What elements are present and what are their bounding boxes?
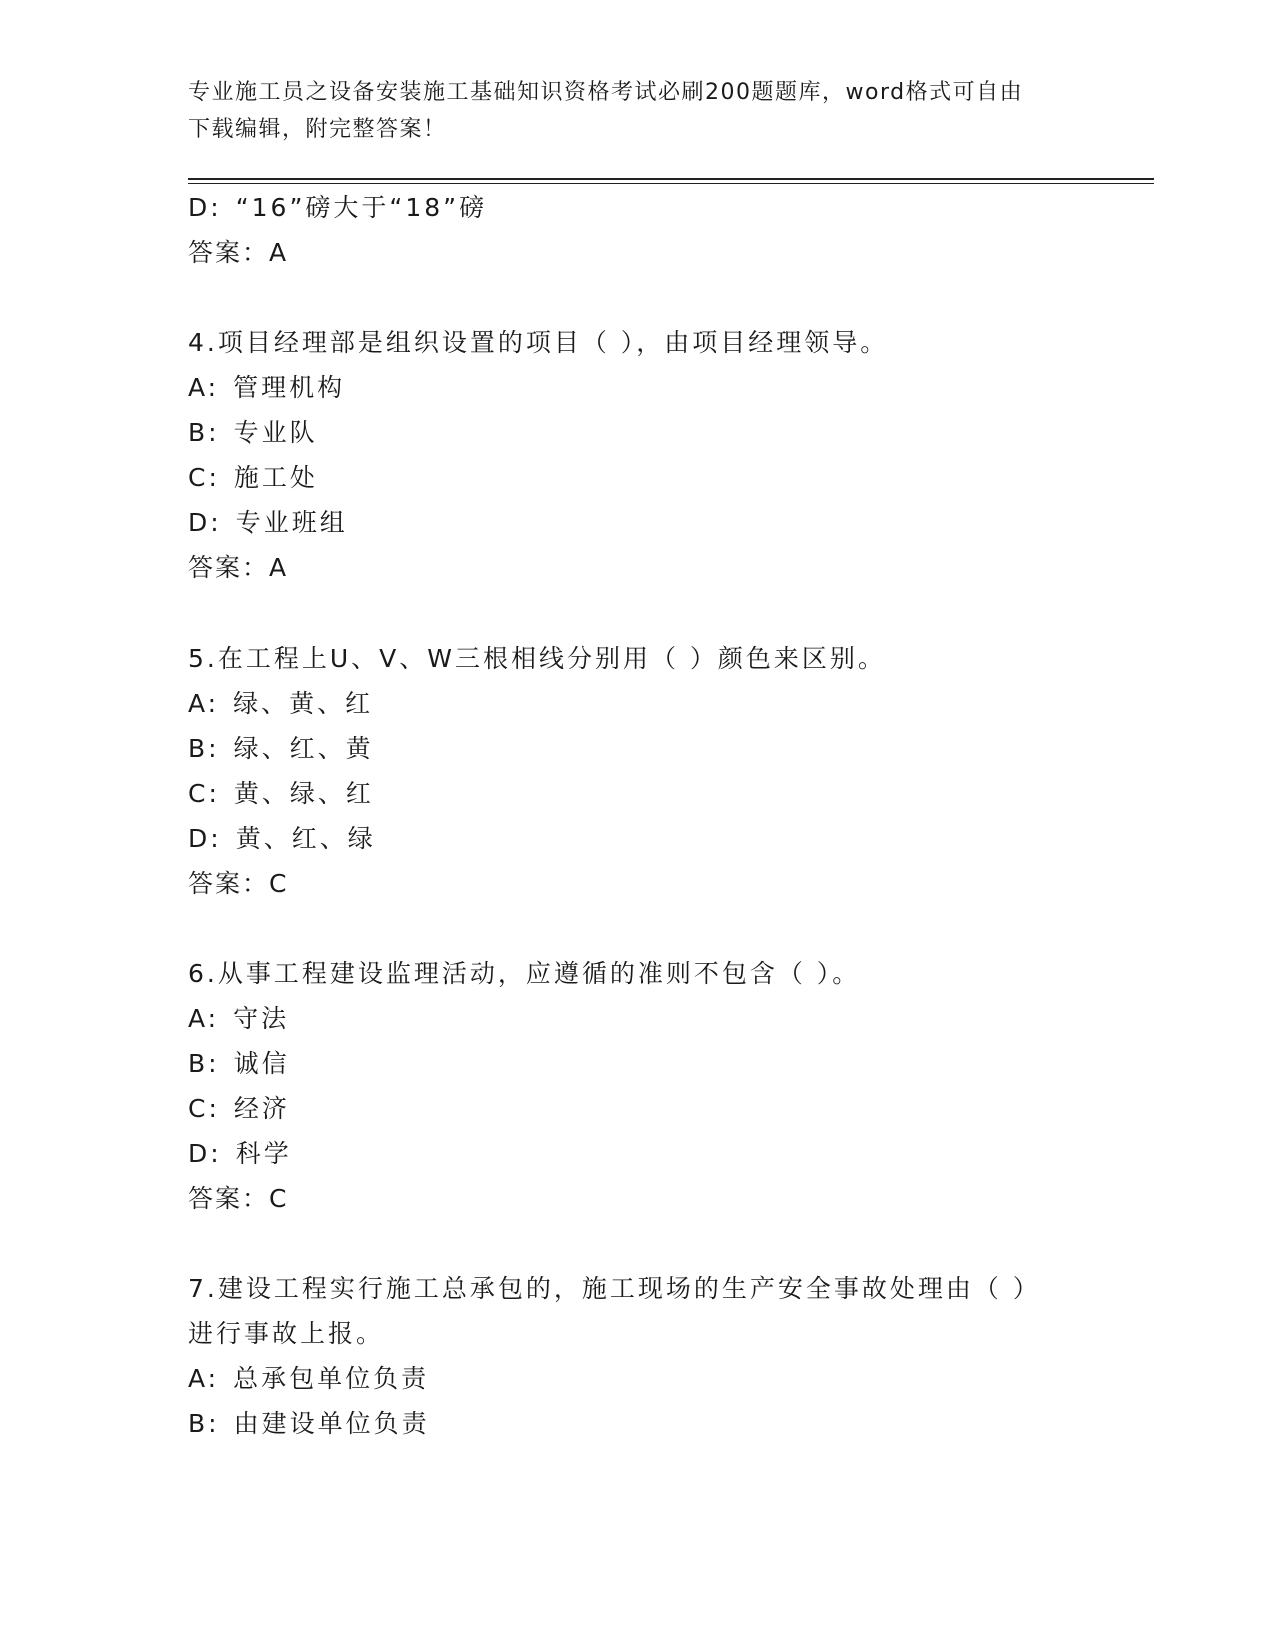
option-a: [188, 1363, 429, 1395]
option-label: D:: [188, 508, 222, 537]
option-d: [188, 507, 348, 539]
option-label: B:: [188, 1049, 220, 1078]
question-stem: 7.建设工程实行施工总承包的，施工现场的生产安全事故处理由（ ）: [188, 1274, 1041, 1303]
option-text: 施工处: [233, 463, 318, 492]
option-text: 专业班组: [235, 508, 348, 537]
header-line-2: 下载编辑，附完整答案！: [188, 117, 447, 142]
option-label: B:: [188, 734, 220, 763]
option-b: [188, 733, 374, 765]
option-d: [188, 192, 487, 224]
question-stem-continued: 进行事故上报。: [188, 1319, 385, 1348]
option-text: 诚信: [233, 1049, 290, 1078]
option-text: 科学: [235, 1139, 292, 1168]
option-label: B:: [188, 1409, 220, 1438]
option-text: 管理机构: [233, 373, 346, 402]
option-b: [188, 1408, 430, 1440]
option-text: 黄、绿、红: [233, 779, 374, 808]
question-stem: 6.从事工程建设监理活动，应遵循的准则不包含（ ）。: [188, 959, 861, 988]
option-c: [188, 778, 374, 810]
option-text: 黄、红、绿: [235, 824, 376, 853]
document-header: [188, 74, 1088, 148]
option-text: 绿、黄、红: [233, 689, 374, 718]
option-text: 总承包单位负责: [233, 1364, 430, 1393]
question-stem: 5.在工程上U、V、W三根相线分别用（ ）颜色来区别。: [188, 644, 886, 673]
option-d: [188, 823, 376, 855]
header-line-1: 专业施工员之设备安装施工基础知识资格考试必刷200题题库，word格式可自由: [188, 80, 1024, 105]
option-c: [188, 1093, 290, 1125]
option-label: D:: [188, 824, 222, 853]
option-text: 守法: [233, 1004, 290, 1033]
option-text: “16”磅大于“18”磅: [235, 193, 488, 222]
answer-line: 答案：A: [188, 238, 289, 267]
option-label: C:: [188, 463, 220, 492]
option-text: 经济: [233, 1094, 290, 1123]
option-a: [188, 1003, 289, 1035]
header-divider-thick: [188, 178, 1154, 180]
option-a: [188, 688, 373, 720]
option-c: [188, 462, 318, 494]
option-b: [188, 1048, 290, 1080]
option-label: A:: [188, 1364, 220, 1393]
header-divider-thin: [188, 183, 1154, 184]
option-text: 专业队: [233, 418, 318, 447]
option-label: D:: [188, 193, 222, 222]
answer-line: 答案：C: [188, 1184, 289, 1213]
option-label: C:: [188, 1094, 220, 1123]
option-text: 绿、红、黄: [233, 734, 374, 763]
option-label: C:: [188, 779, 220, 808]
option-label: A:: [188, 1004, 220, 1033]
question-stem: 4.项目经理部是组织设置的项目（ ），由项目经理领导。: [188, 328, 889, 357]
option-label: A:: [188, 373, 220, 402]
answer-line: 答案：C: [188, 869, 289, 898]
option-a: [188, 372, 345, 404]
option-text: 由建设单位负责: [233, 1409, 430, 1438]
option-b: [188, 417, 318, 449]
option-d: [188, 1138, 292, 1170]
option-label: B:: [188, 418, 220, 447]
option-label: D:: [188, 1139, 222, 1168]
option-label: A:: [188, 689, 220, 718]
answer-line: 答案：A: [188, 553, 289, 582]
